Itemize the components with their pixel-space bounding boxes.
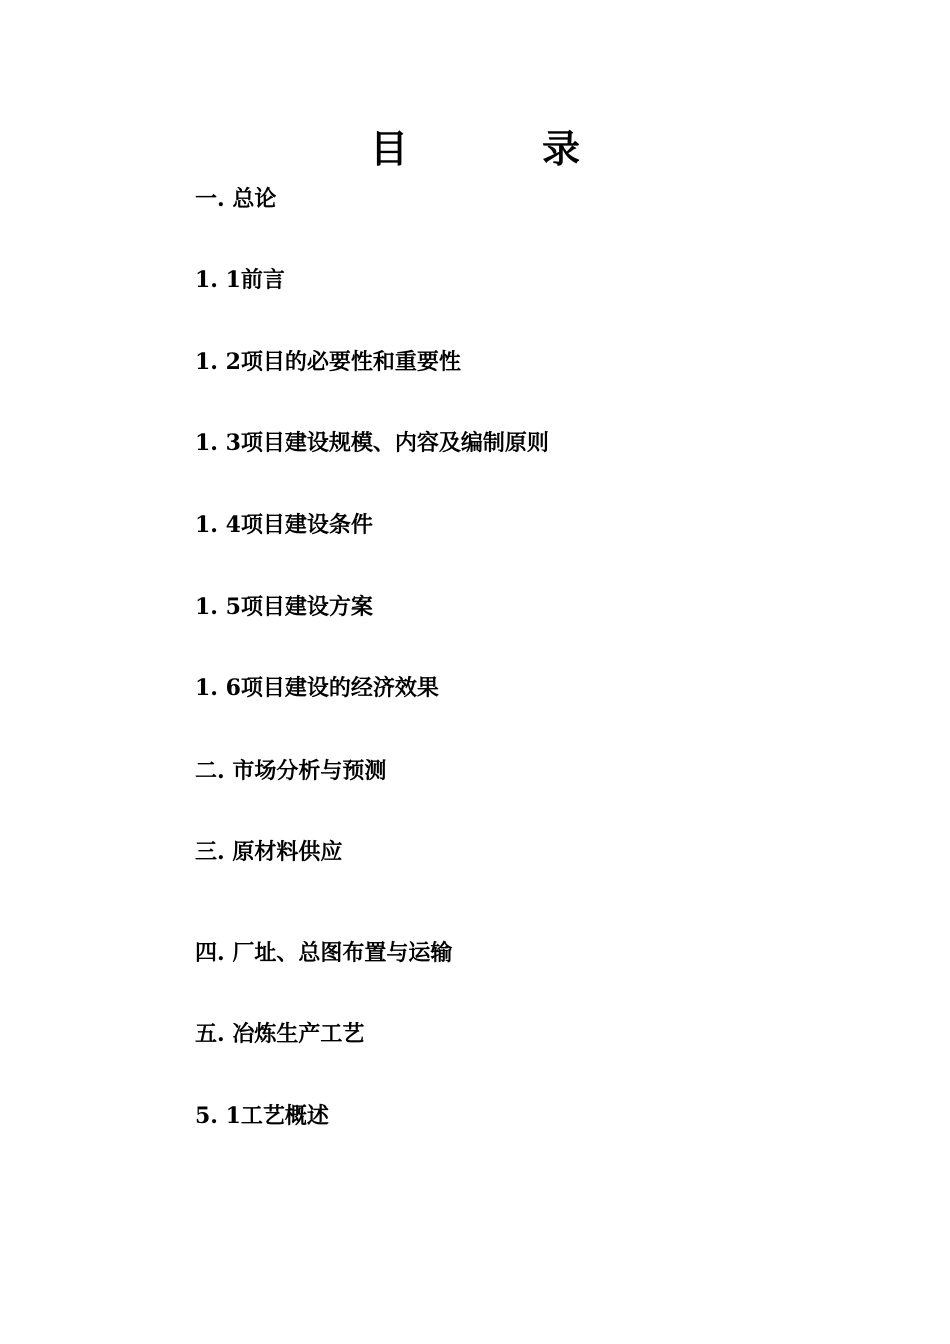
toc-list	[195, 0, 895, 1344]
toc-entry-1-4: 1. 4项目建设条件	[195, 512, 373, 538]
toc-entry-3: 三. 原材料供应	[195, 839, 343, 865]
toc-entry-5-1: 5. 1工艺概述	[195, 1103, 329, 1129]
toc-entry-1-1: 1. 1前言	[195, 267, 285, 293]
toc-entry-1-3: 1. 3项目建设规模、内容及编制原则	[195, 430, 549, 456]
toc-entry-1-6: 1. 6项目建设的经济效果	[195, 675, 439, 701]
toc-title: 目 录	[369, 126, 628, 171]
toc-entry-2: 二. 市场分析与预测	[195, 758, 387, 784]
toc-entry-1: 一. 总论	[195, 186, 277, 212]
toc-entry-4: 四. 厂址、总图布置与运输	[195, 940, 453, 966]
toc-entry-5: 五. 冶炼生产工艺	[195, 1021, 365, 1047]
toc-entry-1-5: 1. 5项目建设方案	[195, 594, 373, 620]
toc-entry-1-2: 1. 2项目的必要性和重要性	[195, 349, 461, 375]
